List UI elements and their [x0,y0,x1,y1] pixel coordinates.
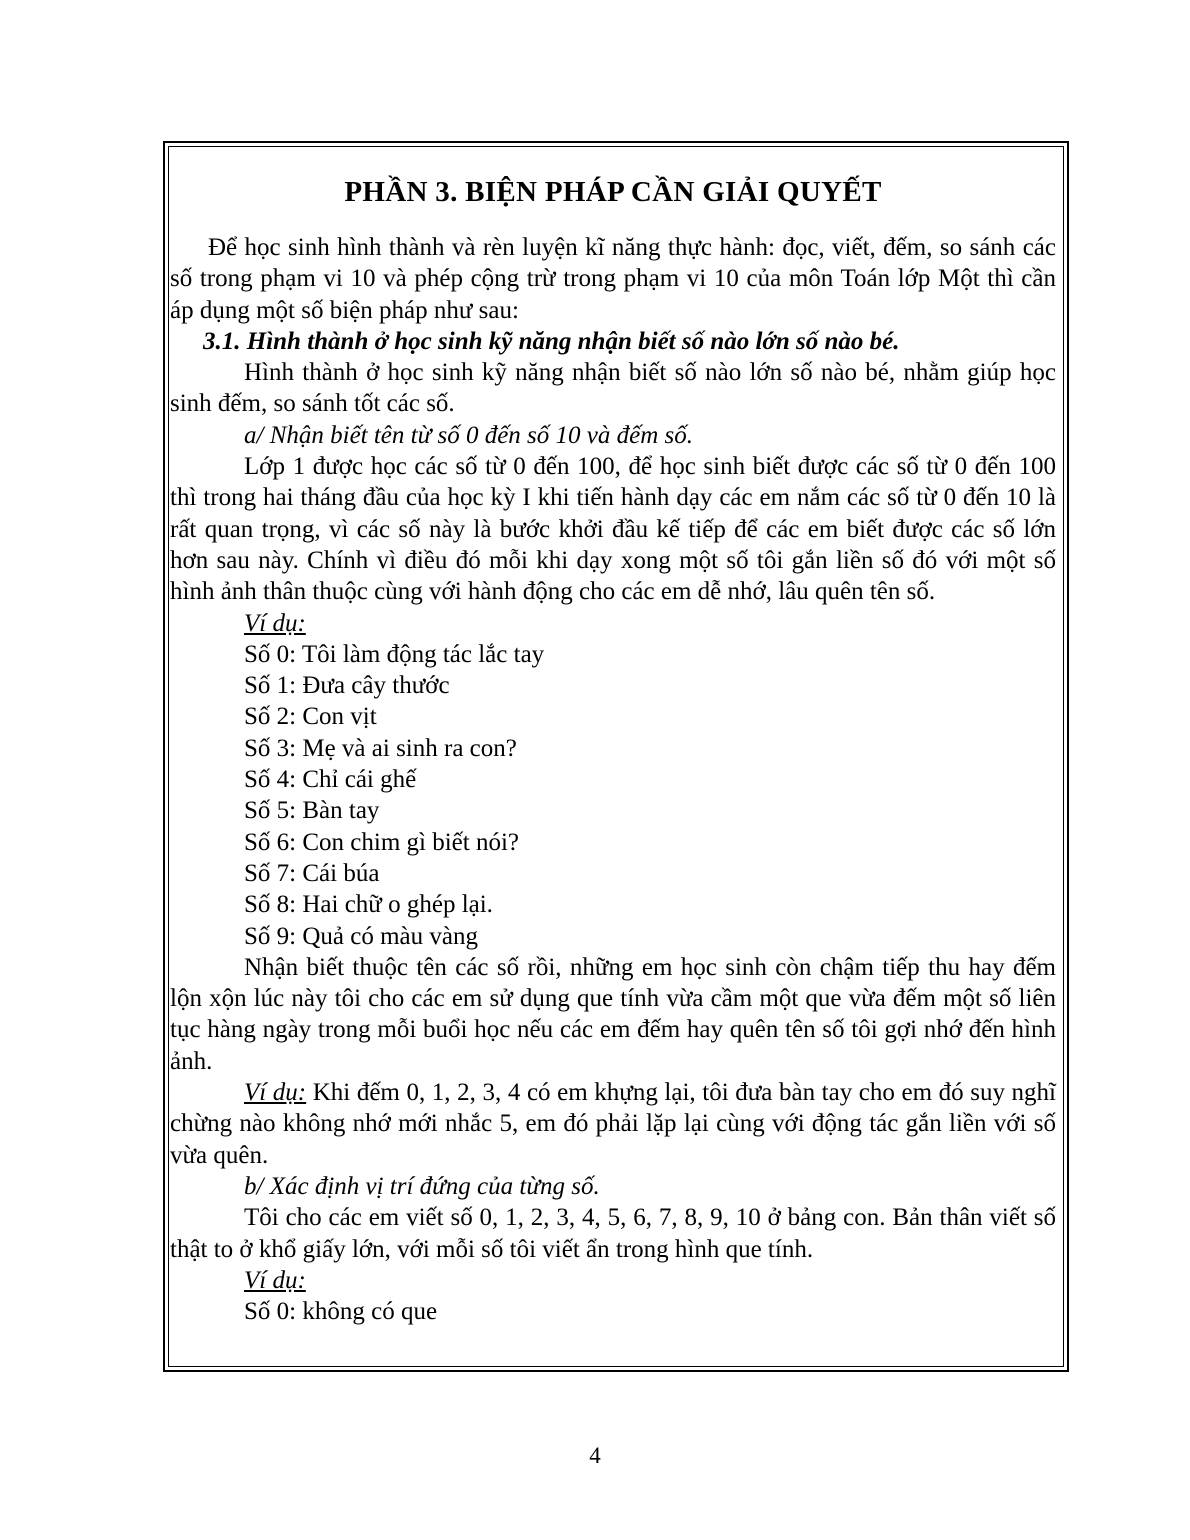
example-item: Số 7: Cái búa [244,859,380,887]
example2-text: Khi đếm 0, 1, 2, 3, 4 có em khựng lại, tôi đưa bàn tay cho em đó suy nghĩ chừng nào không nhớ mới nhắc 5, em đó phải lặp lại cùng với động tác gắn liền với số vừa quên. [170,1079,1056,1169]
subsection-heading-3-1: 3.1. Hình thành ở học sinh kỹ năng nhận biết số nào lớn số nào bé. [203,327,900,355]
intro-paragraph: Để học sinh hình thành và rèn luyện kĩ năng thực hành: đọc, viết, đếm, so sánh các số trong phạm vi 10 và phép cộng trừ trong phạm vi 10 của môn Toán lớp Một thì cần áp dụng một số biện pháp như sau: [170,234,1056,324]
recognize-paragraph: Nhận biết thuộc tên các số rồi, những em học sinh còn chậm tiếp thu hay đếm lộn xộn lúc này tôi cho các em sử dụng que tính vừa cầm một que vừa đếm một số liên tục hàng ngày trong mỗi buổi học nếu các em đếm hay quên tên số tôi gợi nhớ đến hình ảnh. [170,953,1056,1075]
subsection-3-1-text: Hình thành ở học sinh kỹ năng nhận biết số nào lớn số nào bé, nhằm giúp học sinh đếm, so sánh tốt các số. [170,359,1056,418]
example2-paragraph [170,1077,1056,1171]
example-item: Số 8: Hai chữ o ghép lại. [244,891,493,919]
example2-label: Ví dụ: [244,1079,307,1107]
sub-heading-a: a/ Nhận biết tên từ số 0 đến số 10 và đếm số. [244,421,694,449]
example-label-text: Ví dụ: [244,609,306,637]
example-label [170,608,1056,639]
example-item: Số 1: Đưa cây thước [244,672,450,700]
example-item: Số 2: Con vịt [244,703,377,731]
paragraph-a: Lớp 1 được học các số từ 0 đến 100, để học sinh biết được các số từ 0 đến 100 thì trong hai tháng đầu của học kỳ I khi tiến hành dạy các em nắm các số từ 0 đến 10 là rất quan trọng, vì các số này là bước khởi đầu kế tiếp để các em biết được các số lớn hơn sau này. Chính vì điều đó mỗi khi dạy xong một số tôi gắn liền số đó với một số hình ảnh thân thuộc cùng với hành động cho các em dễ nhớ, lâu quên tên số. [170,453,1056,606]
sub-heading-b: b/ Xác định vị trí đứng của từng số. [244,1172,600,1200]
example3-label-text: Ví dụ: [244,1266,306,1294]
section-title: PHẦN 3. BIỆN PHÁP CẦN GIẢI QUYẾT [344,176,882,208]
example3-label [170,1265,1056,1296]
paragraph-b: Tôi cho các em viết số 0, 1, 2, 3, 4, 5, 6, 7, 8, 9, 10 ở bảng con. Bản thân viết số thật to ở khổ giấy lớn, với mỗi số tôi viết ẩn trong hình que tính. [170,1204,1056,1263]
example-item: Số 5: Bàn tay [244,797,380,825]
example-item: Số 9: Quả có màu vàng [244,922,478,950]
example3-line: Số 0: không có que [244,1298,438,1326]
example-item: Số 6: Con chim gì biết nói? [244,828,519,856]
example-item: Số 4: Chỉ cái ghế [244,766,417,794]
page-number: 4 [589,1443,601,1468]
example-item: Số 0: Tôi làm động tác lắc tay [244,640,545,668]
document-body [170,168,1056,1327]
example-item: Số 3: Mẹ và ai sinh ra con? [244,734,517,762]
